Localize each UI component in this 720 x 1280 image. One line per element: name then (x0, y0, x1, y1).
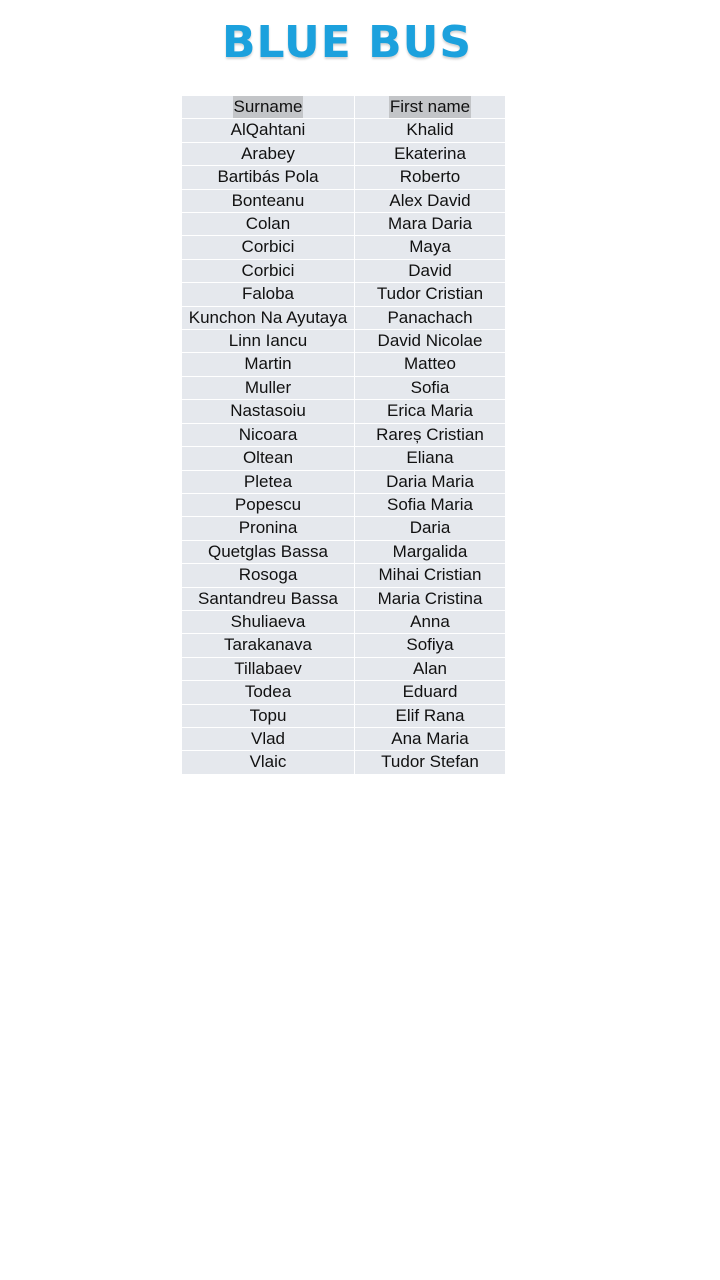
surname-cell: Corbici (182, 260, 354, 282)
surname-cell: Bonteanu (182, 190, 354, 212)
surname-cell: Popescu (182, 494, 354, 516)
table-row (182, 283, 505, 305)
table-row (182, 705, 505, 727)
table-row (182, 143, 505, 165)
surname-cell: Rosoga (182, 564, 354, 586)
first-name-cell: Matteo (355, 353, 505, 375)
first-name-cell: Maya (355, 236, 505, 258)
table-row (182, 377, 505, 399)
surname-cell: Vlad (182, 728, 354, 750)
surname-cell: Linn Iancu (182, 330, 354, 352)
surname-cell: Vlaic (182, 751, 354, 773)
surname-header (182, 96, 354, 118)
table-row (182, 728, 505, 750)
first-name-cell: Mihai Cristian (355, 564, 505, 586)
surname-cell: Oltean (182, 447, 354, 469)
table-row (182, 658, 505, 680)
surname-cell: Pletea (182, 471, 354, 493)
first-name-cell: Maria Cristina (355, 588, 505, 610)
first-name-cell: Daria Maria (355, 471, 505, 493)
first-name-cell: Sofiya (355, 634, 505, 656)
surname-cell: Faloba (182, 283, 354, 305)
first-name-cell: Margalida (355, 541, 505, 563)
first-name-cell: Erica Maria (355, 400, 505, 422)
first-name-cell: Eduard (355, 681, 505, 703)
surname-cell: Pronina (182, 517, 354, 539)
surname-cell: Nicoara (182, 424, 354, 446)
table-row (182, 307, 505, 329)
table-row (182, 260, 505, 282)
surname-cell: AlQahtani (182, 119, 354, 141)
surname-cell: Nastasoiu (182, 400, 354, 422)
table-row (182, 517, 505, 539)
first-name-header (355, 96, 505, 118)
table-row (182, 166, 505, 188)
first-name-cell: Ana Maria (355, 728, 505, 750)
table-row (182, 611, 505, 633)
table-header-row (182, 96, 505, 118)
table-row (182, 494, 505, 516)
table-row (182, 681, 505, 703)
table-row (182, 236, 505, 258)
first-name-cell: Alan (355, 658, 505, 680)
table-row (182, 447, 505, 469)
table-row (182, 564, 505, 586)
first-name-cell: Ekaterina (355, 143, 505, 165)
surname-cell: Topu (182, 705, 354, 727)
first-name-cell: Khalid (355, 119, 505, 141)
first-name-cell: Mara Daria (355, 213, 505, 235)
first-name-cell: Daria (355, 517, 505, 539)
first-name-cell: Rareș Cristian (355, 424, 505, 446)
surname-cell: Muller (182, 377, 354, 399)
surname-cell: Colan (182, 213, 354, 235)
passenger-table (181, 95, 506, 775)
page-title: BLUE BUS (221, 17, 473, 68)
first-name-cell: Elif Rana (355, 705, 505, 727)
table-row (182, 634, 505, 656)
surname-cell: Shuliaeva (182, 611, 354, 633)
table-row (182, 213, 505, 235)
table-row (182, 400, 505, 422)
first-name-cell: Eliana (355, 447, 505, 469)
surname-cell: Quetglas Bassa (182, 541, 354, 563)
surname-cell: Martin (182, 353, 354, 375)
surname-cell: Todea (182, 681, 354, 703)
first-name-cell: Alex David (355, 190, 505, 212)
table-row (182, 588, 505, 610)
first-name-cell: Tudor Cristian (355, 283, 505, 305)
table-row (182, 751, 505, 773)
surname-cell: Tarakanava (182, 634, 354, 656)
surname-cell: Santandreu Bassa (182, 588, 354, 610)
table-row (182, 330, 505, 352)
table-row (182, 119, 505, 141)
first-name-cell: David Nicolae (355, 330, 505, 352)
first-name-cell: Panachach (355, 307, 505, 329)
table-row (182, 471, 505, 493)
first-name-header-label: First name (389, 97, 471, 116)
first-name-cell: David (355, 260, 505, 282)
surname-cell: Tillabaev (182, 658, 354, 680)
first-name-cell: Sofia (355, 377, 505, 399)
table-row (182, 353, 505, 375)
surname-cell: Kunchon Na Ayutaya (182, 307, 354, 329)
table-row (182, 541, 505, 563)
table-row (182, 424, 505, 446)
table-row (182, 190, 505, 212)
first-name-cell: Anna (355, 611, 505, 633)
surname-cell: Bartibás Pola (182, 166, 354, 188)
first-name-cell: Sofia Maria (355, 494, 505, 516)
surname-cell: Arabey (182, 143, 354, 165)
surname-header-label: Surname (233, 97, 303, 116)
first-name-cell: Tudor Stefan (355, 751, 505, 773)
surname-cell: Corbici (182, 236, 354, 258)
first-name-cell: Roberto (355, 166, 505, 188)
